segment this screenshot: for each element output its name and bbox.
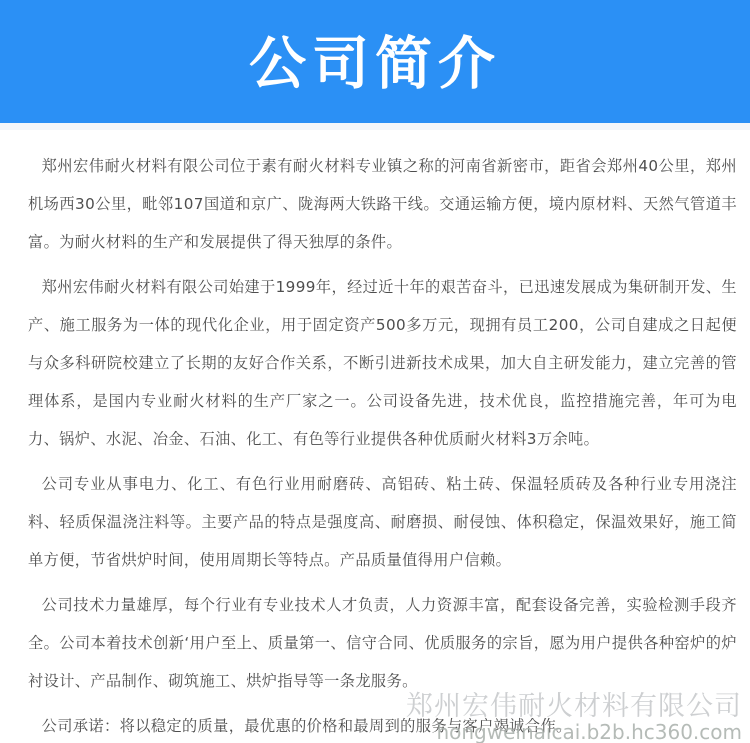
page-header-banner	[0, 0, 750, 123]
paragraph-products: 公司专业从事电力、化工、有色行业用耐磨砖、高铝砖、粘土砖、保温轻质砖及各种行业专用浇注料、轻质保温浇注料等。主要产品的特点是强度高、耐磨损、耐侵蚀、体积稳定，保温效果好，施工简单方便，节省烘炉时间，使用周期长等特点。产品质量值得用户信赖。	[28, 475, 737, 569]
watermark-company-name: 郑州宏伟耐火材料有限公司	[406, 691, 742, 722]
banner-divider	[0, 123, 750, 130]
page-title: 公司简介	[249, 31, 501, 97]
paragraph-promise: 公司承诺：将以稳定的质量，最优惠的价格和最周到的服务与客户竭诚合作。	[41, 717, 572, 735]
company-profile-text	[0, 130, 750, 743]
paragraph-history: 郑州宏伟耐火材料有限公司始建于1999年，经过近十年的艰苦奋斗，已迅速发展成为集研制开发、生产、施工服务为一体的现代化企业，用于固定资产500多万元，现拥有员工200，公司自建成之日起便与众多科研院校建立了长期的友好合作关系，不断引进新技术成果，加大自主研发能力，建立完善的管理体系，是国内专业耐火材料的生产厂家之一。公司设备先进，技术优良，监控措施完善，年可为电力、锅炉、水泥、冶金、石油、化工、有色等行业提供各种优质耐火材料3万余吨。	[28, 278, 737, 448]
paragraph-location: 郑州宏伟耐火材料有限公司位于素有耐火材料专业镇之称的河南省新密市，距省会郑州40公里，郑州机场西30公里，毗邻107国道和京广、陇海两大铁路干线。交通运输方便，境内原材料、天然气管道丰富。为耐火材料的生产和发展提供了得天独厚的条件。	[28, 157, 737, 251]
watermark-site-url: hongweinaicai.b2b.hc360.com	[436, 720, 742, 743]
paragraph-technology: 公司技术力量雄厚，每个行业有专业技术人才负责，人力资源丰富，配套设备完善，实验检测手段齐全。公司本着技术创新‘用户至上、质量第一、信守合同、优质服务的宗旨，愿为用户提供各种窑炉的炉衬设计、产品制作、砌筑施工、烘炉指导等一条龙服务。	[28, 596, 737, 690]
